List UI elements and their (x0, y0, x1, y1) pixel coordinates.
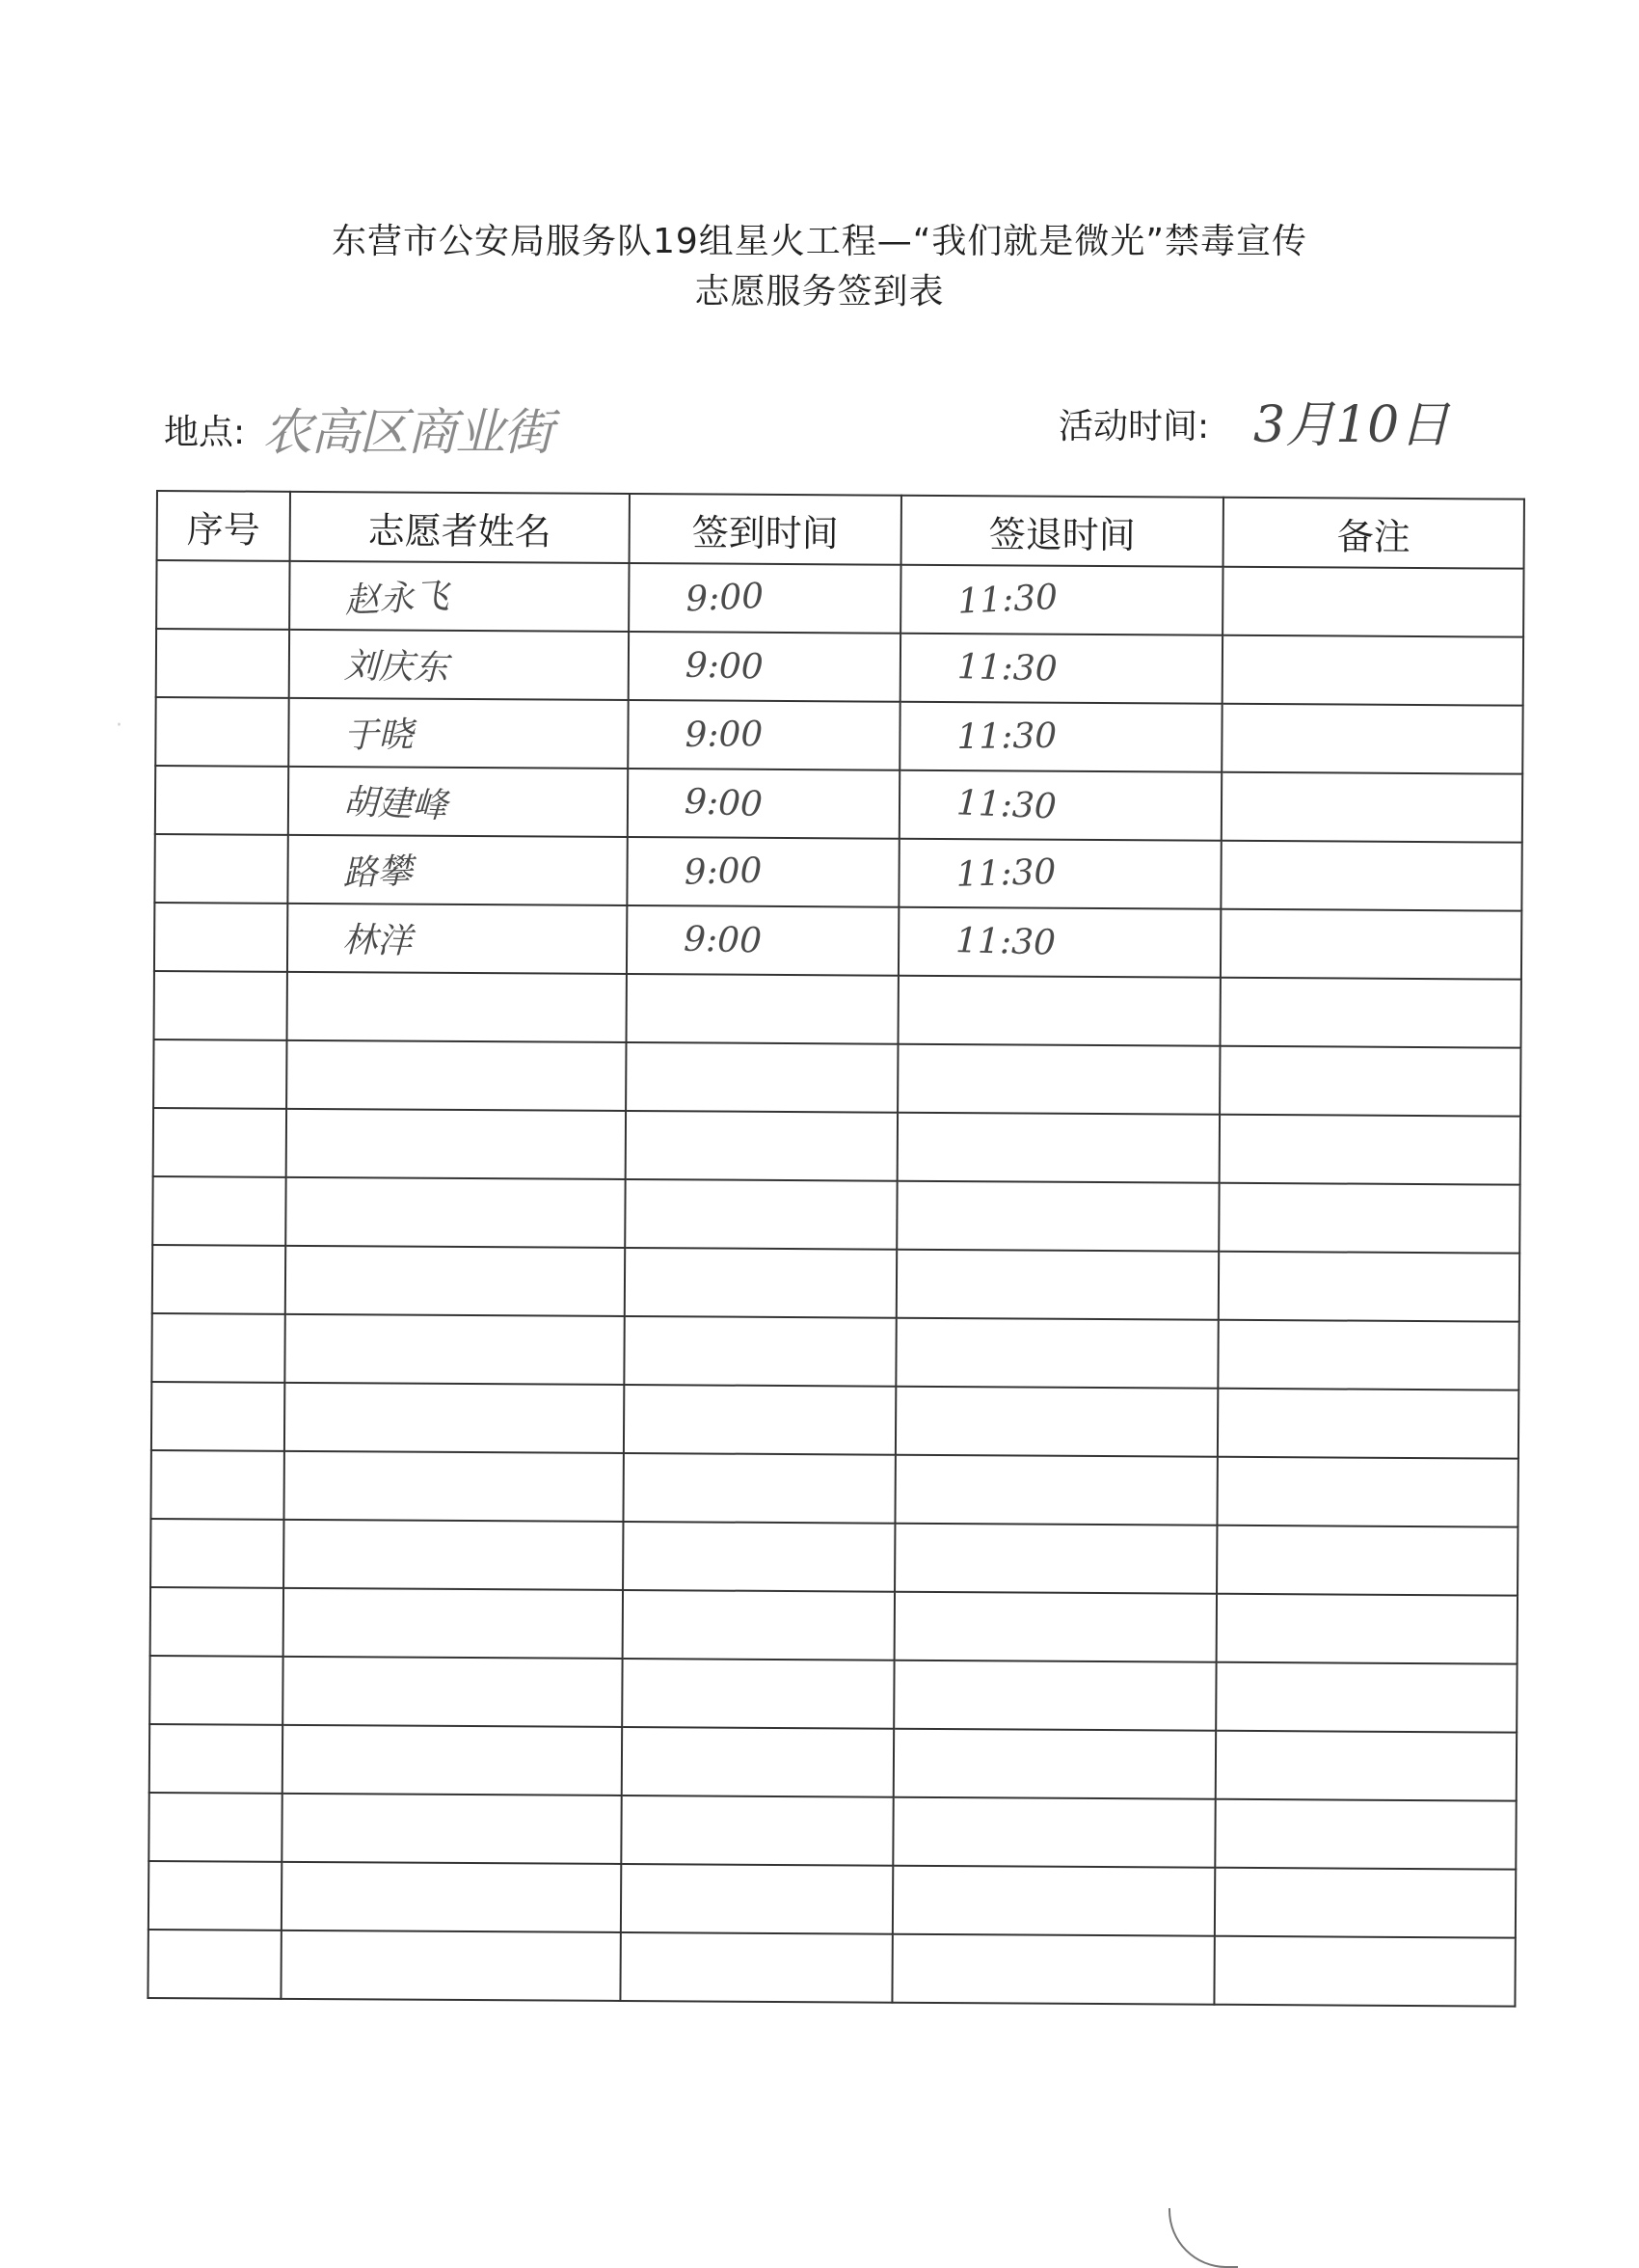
note-cell (1216, 1662, 1517, 1733)
sheet-title: 东营市公安局服务队19组星火工程—“我们就是微光”禁毒宣传 (331, 222, 1308, 261)
paper-corner-mark (1169, 2208, 1238, 2268)
checkin-time-text: 9:00 (684, 850, 764, 893)
checkin-time-cell (629, 563, 900, 634)
row-index-cell (155, 766, 288, 835)
table-row (148, 1793, 1516, 1870)
checkout-time-cell (895, 1592, 1217, 1662)
checkin-time-cell (623, 1522, 895, 1592)
note-cell (1222, 772, 1522, 843)
volunteer-name-text: 路攀 (342, 851, 414, 894)
checkout-time-text: 11:30 (954, 921, 1057, 963)
checkin-time-text: 9:00 (685, 576, 766, 620)
column-header-name: 志愿者姓名 (290, 492, 630, 563)
checkout-time-cell (895, 1455, 1217, 1526)
note-cell (1223, 567, 1523, 637)
volunteer-name-cell (283, 1588, 623, 1659)
checkout-time-cell (893, 1797, 1215, 1868)
column-header-checkin: 签到时间 (630, 494, 901, 565)
table-row (150, 1450, 1518, 1527)
row-index-cell (150, 1587, 283, 1657)
row-index-cell (155, 697, 288, 767)
note-cell (1215, 1799, 1516, 1870)
checkin-time-cell (628, 700, 900, 770)
scan-smudge: · (116, 714, 122, 738)
table-row (149, 1656, 1517, 1733)
table-row (156, 629, 1523, 706)
note-cell (1221, 909, 1521, 980)
activity-time-value: 3月10日 (1253, 396, 1450, 454)
checkout-time-cell (893, 1866, 1215, 1936)
row-index-cell (150, 1519, 283, 1588)
checkout-time-cell (894, 1729, 1216, 1799)
checkin-time-cell (622, 1727, 894, 1797)
table-row (152, 1245, 1519, 1322)
location-label: 地点: (164, 413, 246, 452)
note-cell (1218, 1389, 1518, 1459)
note-cell (1221, 841, 1521, 911)
checkin-time-text: 9:00 (684, 781, 764, 825)
volunteer-name-cell (286, 1040, 626, 1111)
row-index-cell (148, 1793, 282, 1862)
checkin-time-cell (625, 1179, 897, 1250)
checkin-time-text: 9:00 (685, 715, 764, 756)
table-row (150, 1587, 1518, 1664)
row-index-cell (152, 1245, 285, 1314)
volunteer-name-cell (285, 1246, 625, 1316)
row-index-cell (148, 1861, 282, 1930)
row-index-cell (151, 1382, 284, 1451)
row-index-cell (154, 834, 287, 904)
note-cell (1217, 1594, 1518, 1664)
row-index-cell (153, 1108, 286, 1177)
row-index-cell (152, 1176, 285, 1246)
checkout-time-cell (896, 1318, 1218, 1389)
checkout-time-cell (892, 1934, 1214, 2005)
checkout-time-text: 11:30 (955, 783, 1058, 827)
checkout-time-text: 11:30 (956, 647, 1059, 689)
checkin-time-cell (628, 769, 900, 839)
note-cell (1220, 1115, 1520, 1185)
checkin-time-cell (629, 632, 900, 702)
checkin-time-cell (623, 1590, 895, 1660)
checkout-time-cell (900, 565, 1223, 635)
volunteer-name-cell (287, 904, 627, 974)
table-row (153, 1040, 1520, 1117)
note-cell (1218, 1320, 1518, 1390)
checkout-time-cell (900, 634, 1223, 704)
checkin-time-text: 9:00 (685, 645, 765, 688)
checkout-time-text: 11:30 (956, 578, 1059, 622)
checkout-time-text: 11:30 (955, 851, 1057, 895)
table-row (152, 1176, 1519, 1254)
volunteer-name-cell (281, 1930, 620, 2001)
table-row (150, 1519, 1518, 1596)
volunteer-name-cell (288, 698, 628, 769)
table-row (155, 697, 1522, 774)
checkin-time-cell (626, 1111, 898, 1181)
checkin-time-cell (625, 1248, 897, 1318)
checkin-time-cell (620, 1932, 892, 2003)
volunteer-name-cell (289, 630, 629, 700)
checkin-time-cell (627, 905, 899, 976)
volunteer-name-text: 刘庆东 (343, 646, 449, 688)
volunteer-name-cell (282, 1862, 621, 1932)
checkin-time-cell (627, 974, 899, 1044)
volunteer-name-cell (289, 561, 629, 632)
checkout-time-cell (898, 1044, 1220, 1115)
volunteer-name-cell (282, 1657, 622, 1727)
table-row (154, 834, 1521, 911)
table-row (154, 971, 1521, 1048)
row-index-cell (149, 1724, 282, 1794)
note-cell (1223, 635, 1523, 706)
column-header-index: 序号 (157, 491, 290, 561)
checkout-time-cell (900, 770, 1222, 841)
note-cell (1220, 978, 1520, 1048)
table-row (153, 1108, 1520, 1185)
checkin-time-cell (627, 837, 899, 907)
row-index-cell (148, 1930, 281, 1999)
row-index-cell (154, 903, 287, 972)
checkout-time-cell (899, 907, 1221, 978)
row-index-cell (156, 560, 289, 630)
row-index-cell (154, 971, 287, 1040)
volunteer-name-cell (284, 1383, 624, 1453)
checkout-time-cell (897, 1250, 1219, 1320)
volunteer-name-cell (284, 1314, 624, 1385)
table-row (149, 1724, 1517, 1801)
note-cell (1219, 1252, 1519, 1322)
volunteer-name-text: 赵永飞 (343, 577, 450, 621)
volunteer-name-text: 胡建峰 (342, 782, 448, 826)
checkin-time-text: 9:00 (683, 919, 763, 961)
volunteer-name-cell (288, 767, 628, 837)
row-index-cell (156, 629, 289, 698)
table-row (151, 1382, 1518, 1459)
volunteer-name-cell (282, 1794, 621, 1864)
table-row (155, 766, 1522, 843)
checkin-time-cell (626, 1042, 898, 1113)
checkout-time-cell (894, 1660, 1216, 1731)
checkin-time-cell (624, 1316, 896, 1387)
table-row (148, 1861, 1516, 1938)
row-index-cell (153, 1040, 286, 1109)
note-cell (1222, 704, 1522, 774)
row-index-cell (150, 1450, 283, 1520)
checkout-time-cell (898, 1113, 1220, 1183)
column-header-checkout: 签退时间 (901, 496, 1223, 567)
checkout-time-cell (900, 702, 1222, 772)
checkout-time-cell (899, 839, 1221, 909)
note-cell (1217, 1457, 1518, 1527)
volunteer-name-cell (283, 1451, 623, 1522)
volunteer-name-cell (282, 1725, 622, 1796)
row-index-cell (151, 1313, 284, 1383)
activity-time-label: 活动时间: (1059, 407, 1210, 446)
table-row (148, 1930, 1515, 2007)
table-header-row (157, 491, 1524, 569)
volunteer-name-cell (287, 972, 627, 1042)
note-cell (1215, 1868, 1516, 1938)
column-header-note: 备注 (1223, 498, 1524, 569)
checkin-time-cell (621, 1796, 893, 1866)
sign-in-table (147, 490, 1525, 2008)
volunteer-name-cell (286, 1109, 626, 1179)
table-row (156, 560, 1523, 637)
note-cell (1217, 1526, 1518, 1596)
checkin-time-cell (624, 1385, 896, 1455)
row-index-cell (149, 1656, 282, 1725)
note-cell (1214, 1936, 1515, 2007)
checkin-time-cell (623, 1453, 895, 1524)
checkin-time-cell (621, 1864, 893, 1934)
volunteer-name-cell (285, 1177, 625, 1248)
checkout-time-cell (896, 1387, 1218, 1457)
checkout-time-cell (897, 1181, 1219, 1252)
volunteer-name-cell (283, 1520, 623, 1590)
volunteer-name-cell (287, 835, 627, 905)
checkout-time-cell (895, 1524, 1217, 1594)
checkout-time-text: 11:30 (956, 716, 1058, 757)
note-cell (1219, 1183, 1519, 1254)
location-value: 农高区商业街 (262, 404, 552, 462)
note-cell (1216, 1731, 1517, 1801)
sheet-subtitle: 志愿服务签到表 (694, 272, 945, 311)
checkin-time-cell (622, 1659, 894, 1729)
volunteer-name-text: 于晓 (343, 716, 414, 756)
note-cell (1220, 1046, 1520, 1117)
table-row (154, 903, 1521, 980)
table-row (151, 1313, 1518, 1390)
checkout-time-cell (899, 976, 1221, 1046)
volunteer-name-text: 林洋 (341, 920, 413, 962)
